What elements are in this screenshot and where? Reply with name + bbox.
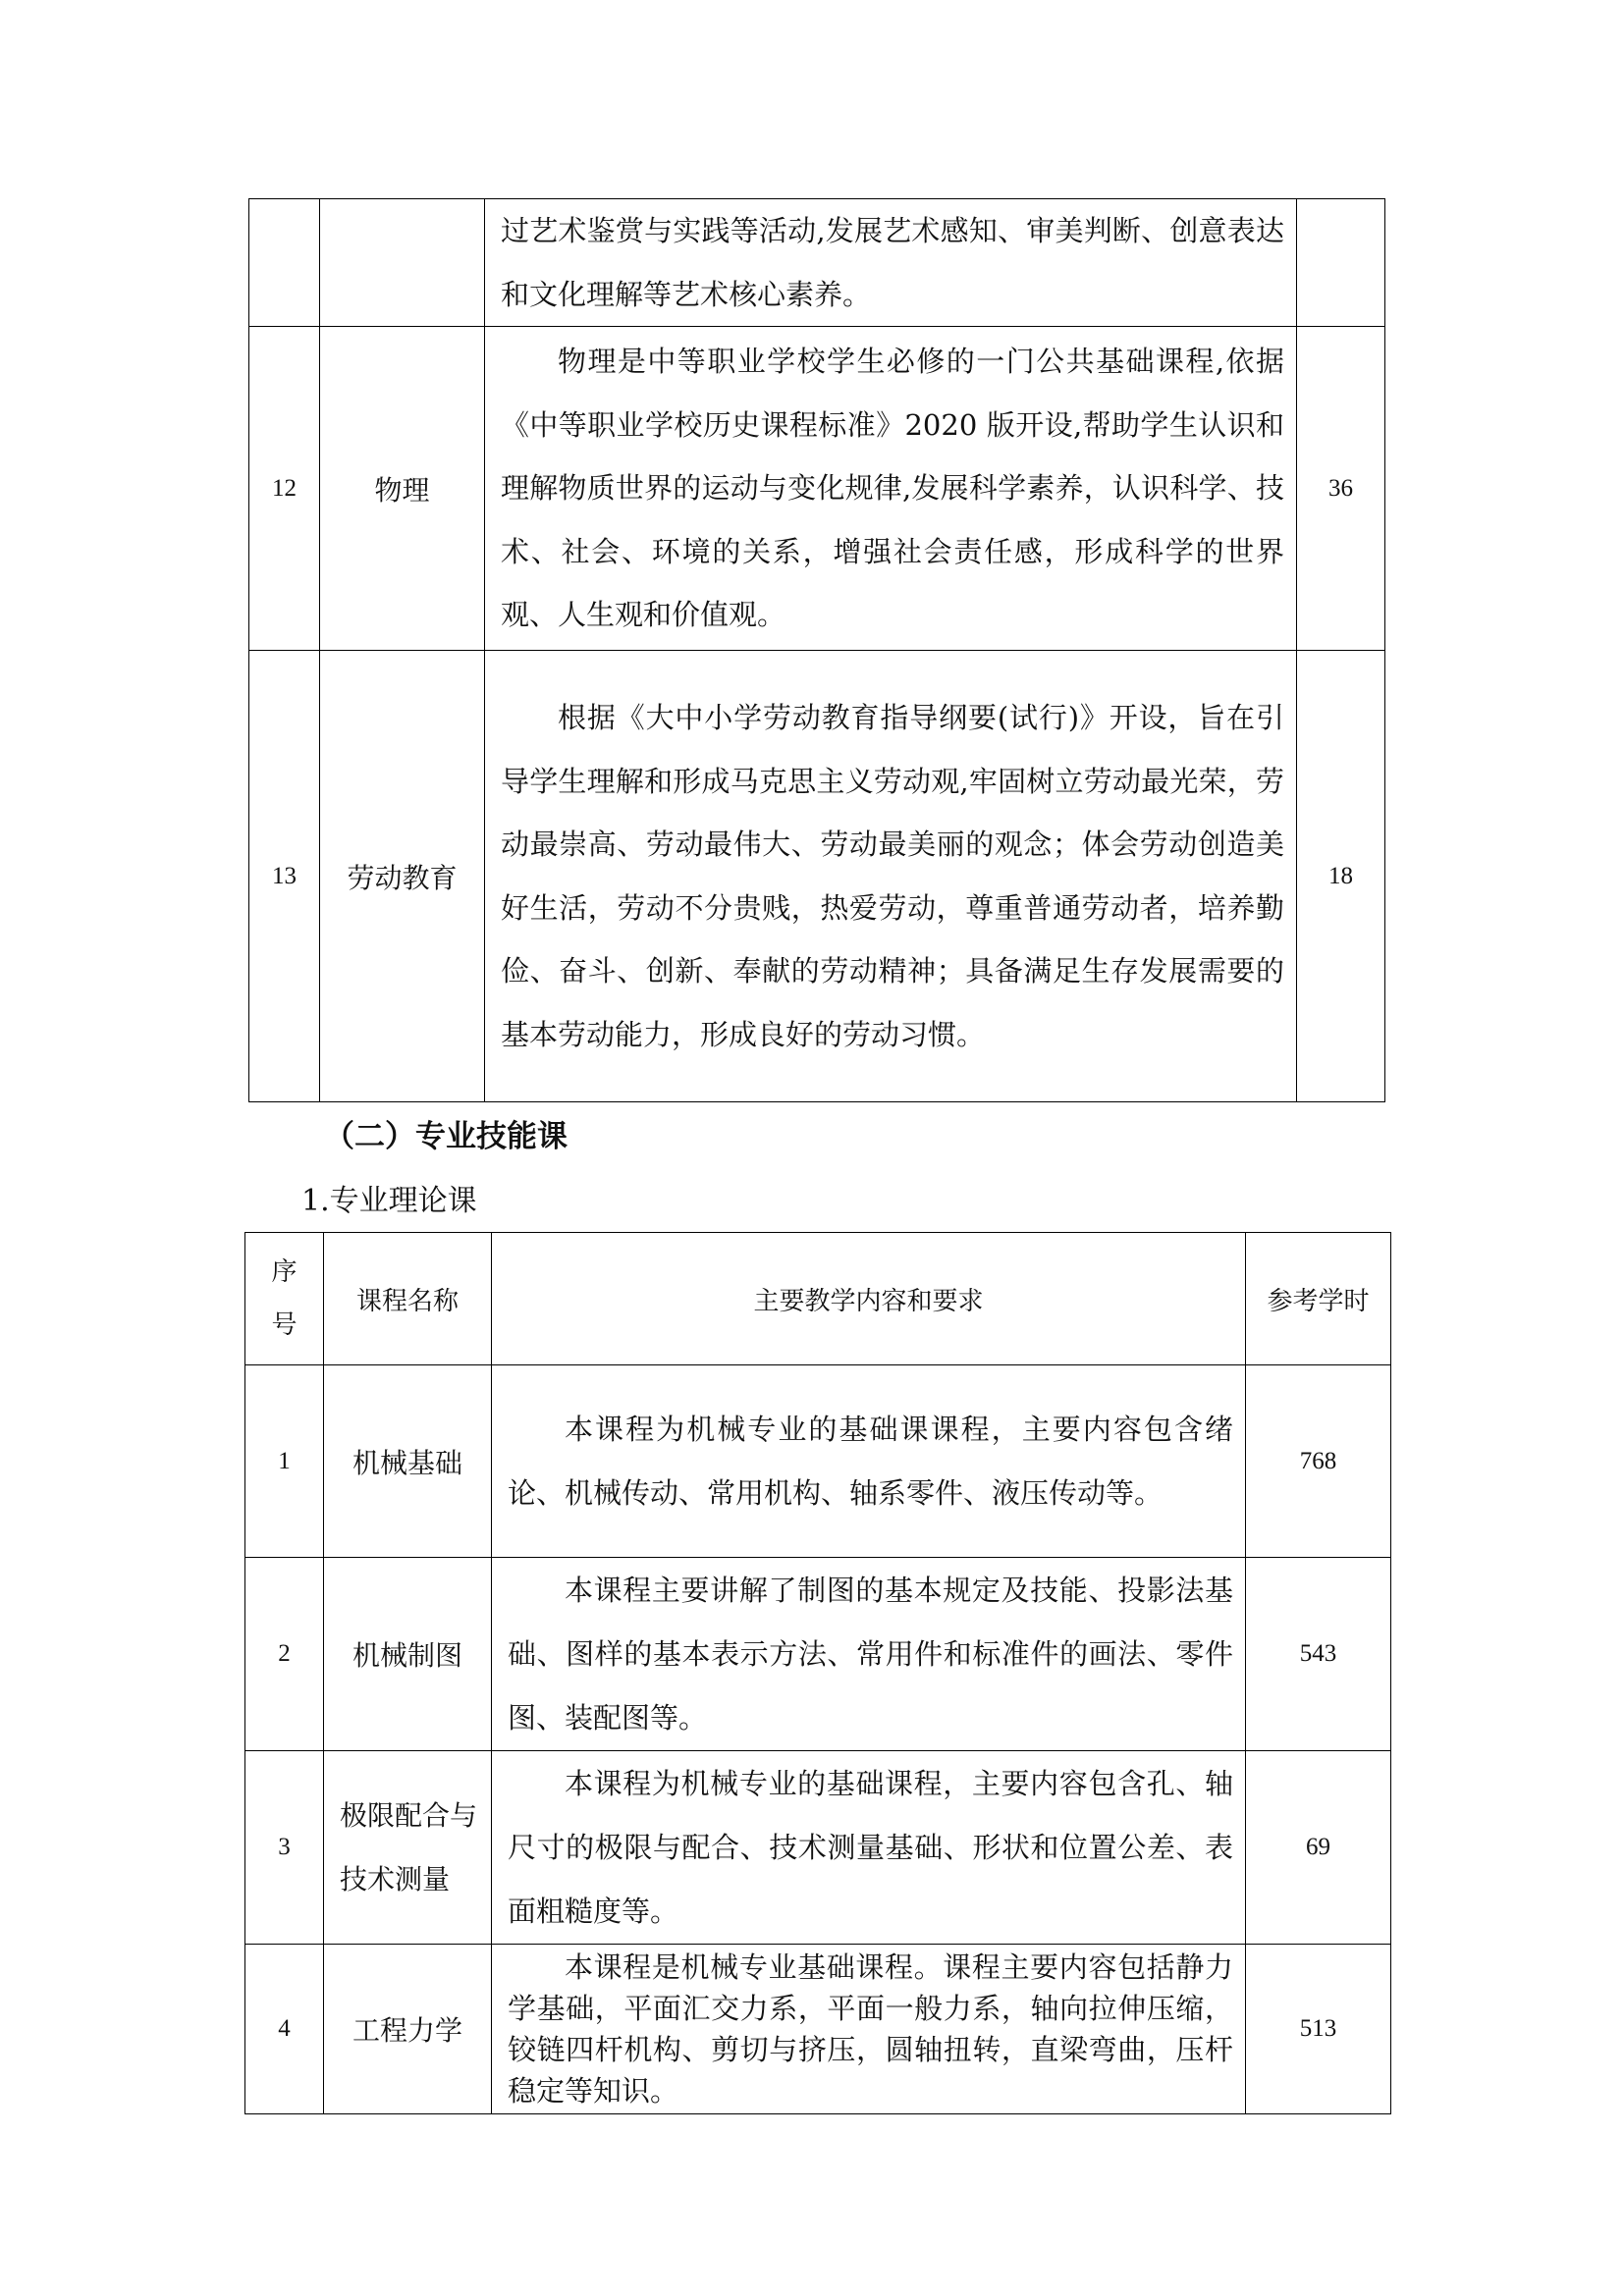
course-name: 物理 <box>320 327 485 651</box>
course-hours: 18 <box>1297 651 1385 1102</box>
course-hours: 513 <box>1246 1945 1391 2114</box>
row-number: 13 <box>249 651 320 1102</box>
table-row <box>249 199 1385 327</box>
course-hours: 768 <box>1246 1365 1391 1558</box>
table-row <box>245 1751 1391 1945</box>
row-number: 2 <box>245 1558 324 1751</box>
table-row <box>249 651 1385 1102</box>
table-row <box>245 1945 1391 2114</box>
header-hours: 参考学时 <box>1246 1233 1391 1365</box>
course-name: 机械制图 <box>324 1558 492 1751</box>
course-hours: 36 <box>1297 327 1385 651</box>
professional-theory-table <box>244 1232 1391 2114</box>
description-text: 物理是中等职业学校学生必修的一门公共基础课程,依据《中等职业学校历史课程标准》2020 版开设,帮助学生认识和理解物质世界的运动与变化规律,发展科学素养，认识科学、技术、社会、环境的关系，增强社会责任感，形成科学的世界观、人生观和价值观。 <box>501 345 1284 632</box>
general-courses-table <box>248 198 1385 1102</box>
row-number: 1 <box>245 1365 324 1558</box>
course-description <box>492 1558 1246 1751</box>
description-text: 根据《大中小学劳动教育指导纲要(试行)》开设，旨在引导学生理解和形成马克思主义劳动观,牢固树立劳动最光荣，劳动最崇高、劳动最伟大、劳动最美丽的观念；体会劳动创造美好生活，劳动不分贵贱，热爱劳动，尊重普通劳动者，培养勤俭、奋斗、创新、奉献的劳动精神；具备满足生存发展需要的基本劳动能力，形成良好的劳动习惯。 <box>501 701 1284 1051</box>
course-name: 劳动教育 <box>320 651 485 1102</box>
row-number: 4 <box>245 1945 324 2114</box>
header-name: 课程名称 <box>324 1233 492 1365</box>
course-hours <box>1297 199 1385 327</box>
description-text: 本课程是机械专业基础课程。课程主要内容包括静力学基础，平面汇交力系，平面一般力系，轴向拉伸压缩，铰链四杆机构、剪切与挤压，圆轴扭转，直梁弯曲，压杆稳定等知识。 <box>508 1950 1233 2108</box>
course-hours: 69 <box>1246 1751 1391 1945</box>
course-description <box>492 1365 1246 1558</box>
continuation-text: 过艺术鉴赏与实践等活动,发展艺术感知、审美判断、创意表达和文化理解等艺术核心素养。 <box>501 214 1284 311</box>
course-name: 机械基础 <box>324 1365 492 1558</box>
sub-heading: 1.专业理论课 <box>301 1184 477 1218</box>
course-name <box>320 199 485 327</box>
course-description <box>485 651 1297 1102</box>
header-seq-text: 序号 <box>271 1257 298 1340</box>
row-number <box>249 199 320 327</box>
course-name: 极限配合与技术测量 <box>324 1751 492 1945</box>
row-number: 12 <box>249 327 320 651</box>
table-row <box>245 1365 1391 1558</box>
course-hours: 543 <box>1246 1558 1391 1751</box>
course-description <box>485 199 1297 327</box>
course-name: 工程力学 <box>324 1945 492 2114</box>
description-text: 本课程为机械专业的基础课程，主要内容包含孔、轴尺寸的极限与配合、技术测量基础、形状和位置公差、表面粗糙度等。 <box>508 1766 1233 1928</box>
table-header-row <box>245 1233 1391 1365</box>
row-number: 3 <box>245 1751 324 1945</box>
header-seq <box>245 1233 324 1365</box>
course-description <box>492 1945 1246 2114</box>
header-content: 主要教学内容和要求 <box>492 1233 1246 1365</box>
table-row <box>245 1558 1391 1751</box>
course-description <box>485 327 1297 651</box>
description-text: 本课程为机械专业的基础课课程，主要内容包含绪论、机械传动、常用机构、轴系零件、液压传动等。 <box>508 1412 1233 1510</box>
description-text: 本课程主要讲解了制图的基本规定及技能、投影法基础、图样的基本表示方法、常用件和标准件的画法、零件图、装配图等。 <box>508 1573 1233 1735</box>
section-heading: （二）专业技能课 <box>324 1119 568 1154</box>
table-row <box>249 327 1385 651</box>
course-description <box>492 1751 1246 1945</box>
